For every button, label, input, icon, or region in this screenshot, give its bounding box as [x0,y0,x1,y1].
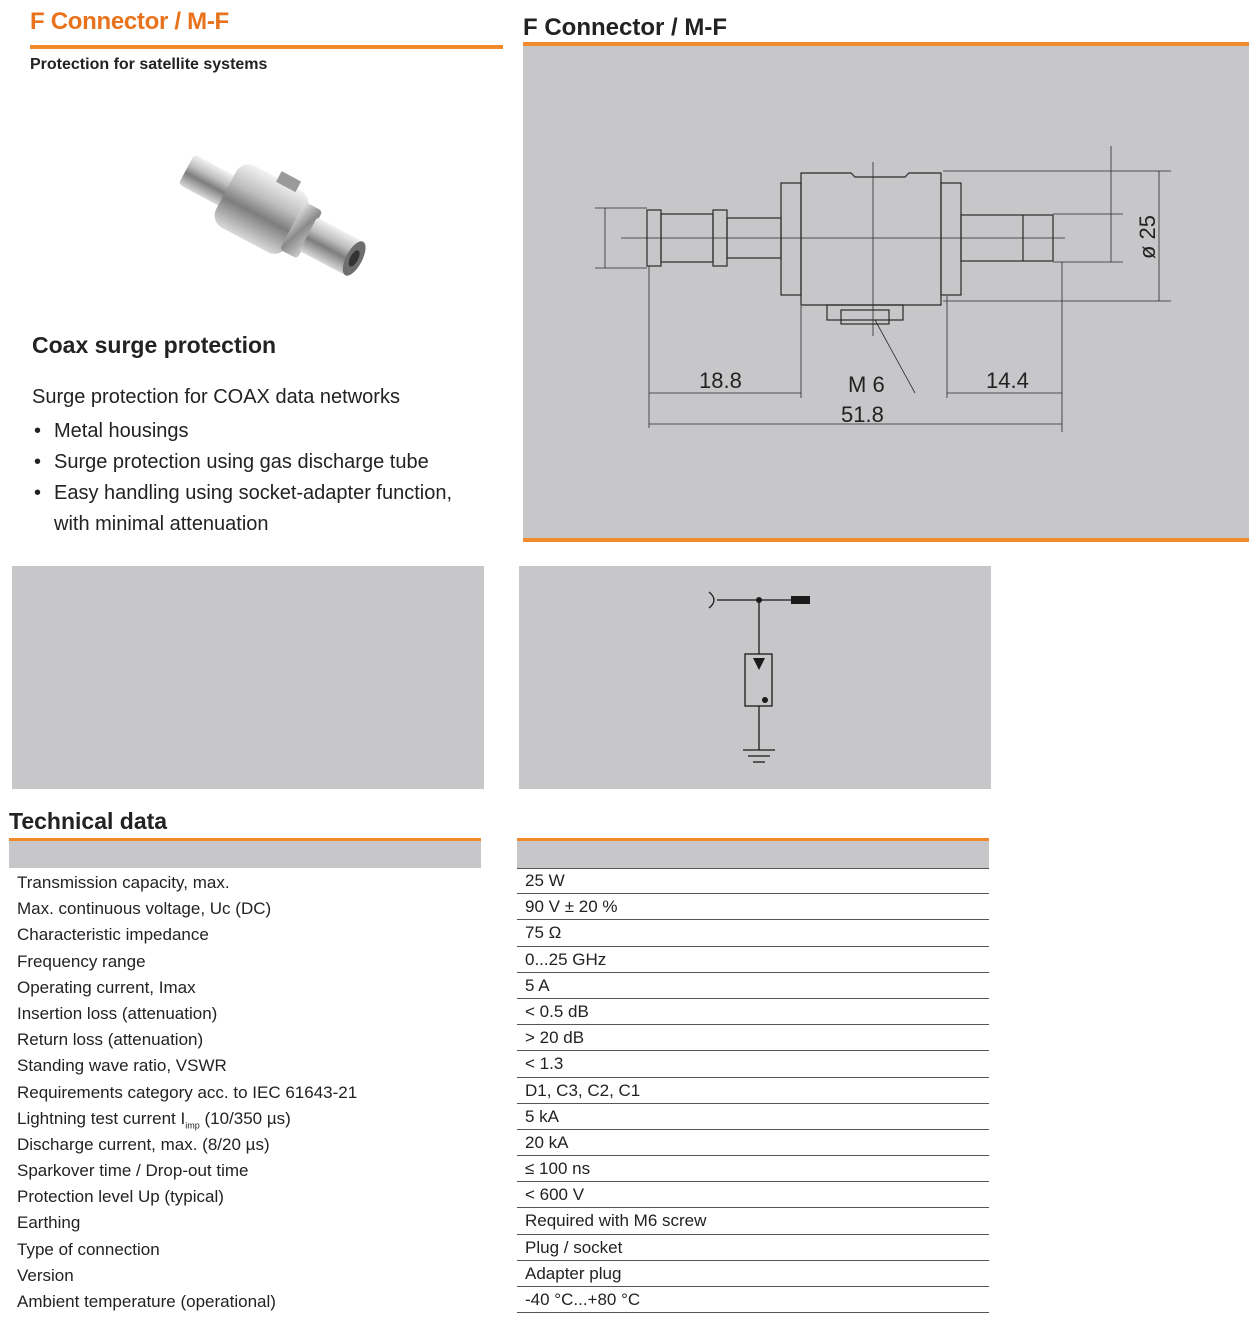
spec-value: 5 A [517,973,989,999]
td-header-right [517,841,989,869]
drawing-title: F Connector / M-F [523,14,727,41]
spec-value: ≤ 100 ns [517,1156,989,1182]
dimension-drawing [523,46,1249,540]
spec-label: Version [17,1265,74,1285]
dim-left-length: 18.8 [699,368,742,393]
spec-label: Operating current, Imax [17,977,196,997]
feature-item: • Surge protection using gas discharge tube [32,447,482,478]
spec-label: Standing wave ratio, VSWR [17,1056,227,1076]
spec-label-subscript: imp [185,1120,200,1131]
dim-diameter: ø 25 [1135,214,1160,259]
spec-value: D1, C3, C2, C1 [517,1078,989,1104]
product-description: Surge protection for COAX data networks [32,386,400,408]
feature-list [32,416,482,540]
page-subtitle: Protection for satellite systems [30,56,268,73]
spec-value: < 1.3 [517,1051,989,1077]
spec-label-suffix: (10/350 µs) [199,1108,291,1128]
dim-right-length: 14.4 [986,368,1029,393]
spec-label: Max. continuous voltage, Uc (DC) [17,899,272,919]
spec-label: Requirements category acc. to IEC 61643-21 [17,1082,358,1102]
spec-labels [17,870,487,1315]
spec-label [17,1106,487,1132]
technical-data-title: Technical data [9,808,168,834]
spec-label: Transmission capacity, max. [17,873,230,892]
schematic-panel [519,566,991,789]
spec-value: 90 V ± 20 % [517,894,989,920]
spec-value: Plug / socket [517,1235,989,1261]
spec-label: Insertion loss (attenuation) [17,1003,218,1023]
spec-value: < 0.5 dB [517,999,989,1025]
spec-label: Earthing [17,1213,81,1233]
spec-value: 25 W [517,868,989,894]
td-header-left [9,841,481,868]
product-heading: Coax surge protection [32,332,277,358]
drawing-bottom-rule [523,538,1249,542]
dim-thread: M 6 [848,372,885,397]
circuit-schematic [519,566,991,789]
spec-label: Characteristic impedance [17,925,209,945]
spec-value: Adapter plug [517,1261,989,1287]
title-rule [30,45,503,49]
spec-value: 5 kA [517,1104,989,1130]
page-title: F Connector / M-F [30,8,229,35]
spec-label: Sparkover time / Drop-out time [17,1161,249,1181]
spec-value: 20 kA [517,1130,989,1156]
spec-label: Frequency range [17,951,146,971]
spec-label: Ambient temperature (operational) [17,1292,276,1311]
spec-label: Discharge current, max. (8/20 µs) [17,1134,270,1154]
spec-value: > 20 dB [517,1025,989,1051]
spec-label-text: Lightning test current I [17,1108,186,1128]
spec-value: Required with M6 screw [517,1208,989,1234]
spec-label: Return loss (attenuation) [17,1030,204,1050]
spec-label: Protection level Up (typical) [17,1187,224,1207]
empty-panel [12,566,484,789]
spec-value: -40 °C...+80 °C [517,1287,989,1313]
spec-values [517,868,989,1313]
product-photo [160,140,380,310]
dimension-drawing-panel [523,46,1249,540]
spec-value: 0...25 GHz [517,947,989,973]
dim-total-length: 51.8 [841,402,884,427]
spec-label: Type of connection [17,1239,160,1259]
feature-item: • Metal housings [32,416,482,447]
spec-value: 75 Ω [517,920,989,946]
feature-item: • Easy handling using socket-adapter function, with minimal attenuation [32,478,482,540]
spec-value: < 600 V [517,1182,989,1208]
